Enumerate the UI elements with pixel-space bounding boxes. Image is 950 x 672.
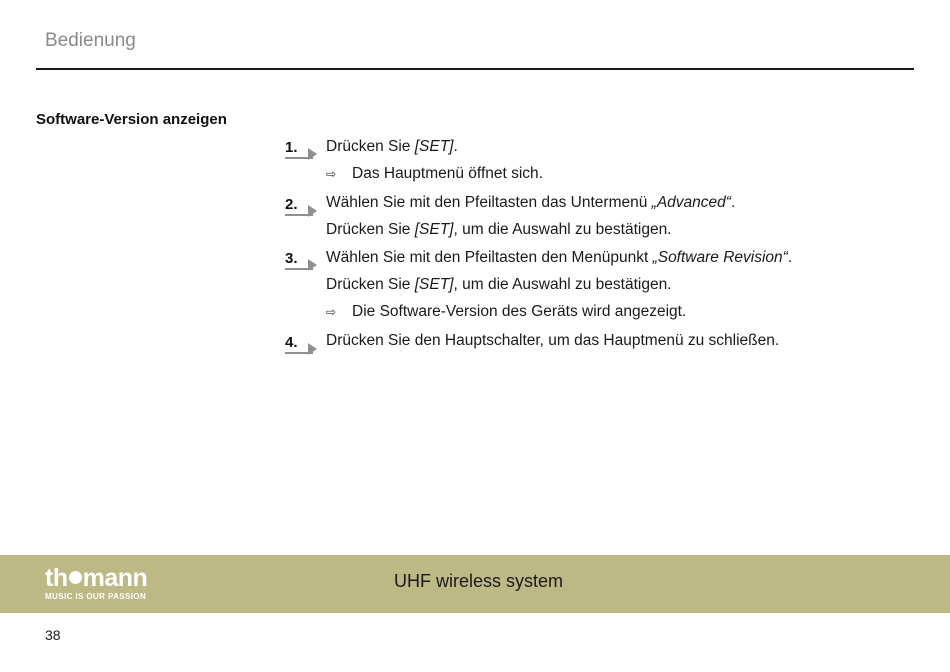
instruction-text: .: [453, 138, 458, 155]
step-number-marker: [285, 196, 319, 216]
step-instruction: [326, 249, 792, 267]
hollow-right-arrow-icon: ⇨: [326, 167, 337, 181]
step-instruction: [326, 194, 735, 212]
instruction-text: .: [787, 249, 793, 266]
step-number: 1.: [285, 139, 298, 156]
instruction-text: Wählen Sie mit den Pfeiltasten den Menüpunkt: [326, 249, 653, 266]
step-number: 3.: [285, 250, 298, 267]
step-instruction: [326, 332, 779, 350]
page-number: 38: [45, 627, 61, 643]
instruction-text: , um die Auswahl zu bestätigen.: [453, 276, 672, 293]
logo-wordmark: [45, 566, 147, 590]
logo-dot-icon: [69, 571, 82, 584]
page-header-title: Bedienung: [45, 30, 136, 51]
step-number-marker: [285, 139, 319, 159]
step-instruction: [326, 221, 672, 239]
step-arrow-icon: [308, 205, 317, 217]
key-name: [SET]: [414, 276, 454, 293]
step-number-marker: [285, 334, 319, 354]
step-number: 4.: [285, 334, 298, 351]
hollow-right-arrow-icon: ⇨: [326, 305, 337, 319]
logo-tagline: MUSIC IS OUR PASSION: [45, 592, 147, 601]
instruction-text: Drücken Sie: [326, 138, 415, 155]
instruction-text: .: [730, 194, 736, 211]
step-arrow-icon: [308, 259, 317, 271]
step-number: 2.: [285, 196, 298, 213]
product-name: UHF wireless system: [394, 571, 564, 591]
logo-text: th: [45, 564, 68, 592]
menu-item-name: „Software Revision“: [652, 249, 788, 266]
step-arrow-icon: [308, 148, 317, 160]
menu-name: „Advanced“: [651, 194, 731, 211]
instruction-text: Wählen Sie mit den Pfeiltasten das Untermenü: [326, 194, 652, 211]
step-instruction: [326, 138, 458, 156]
header-divider: [36, 68, 914, 70]
instruction-text: Drücken Sie: [326, 221, 415, 238]
section-heading: Software-Version anzeigen: [36, 111, 227, 128]
logo-text: mann: [82, 564, 148, 592]
step-arrow-icon: [308, 343, 317, 355]
step-result: [326, 303, 686, 321]
instruction-text: Drücken Sie den Hauptschalter, um das Hauptmenü zu schließen.: [326, 332, 780, 349]
step-result: [326, 165, 543, 183]
thomann-logo: [45, 566, 147, 601]
instruction-text: Drücken Sie: [326, 276, 415, 293]
result-text: Das Hauptmenü öffnet sich.: [352, 165, 543, 182]
step-number-marker: [285, 250, 319, 270]
key-name: [SET]: [414, 221, 454, 238]
step-instruction: [326, 276, 672, 294]
instruction-text: , um die Auswahl zu bestätigen.: [453, 221, 672, 238]
result-text: Die Software-Version des Geräts wird angezeigt.: [352, 303, 687, 320]
key-name: [SET]: [414, 138, 454, 155]
